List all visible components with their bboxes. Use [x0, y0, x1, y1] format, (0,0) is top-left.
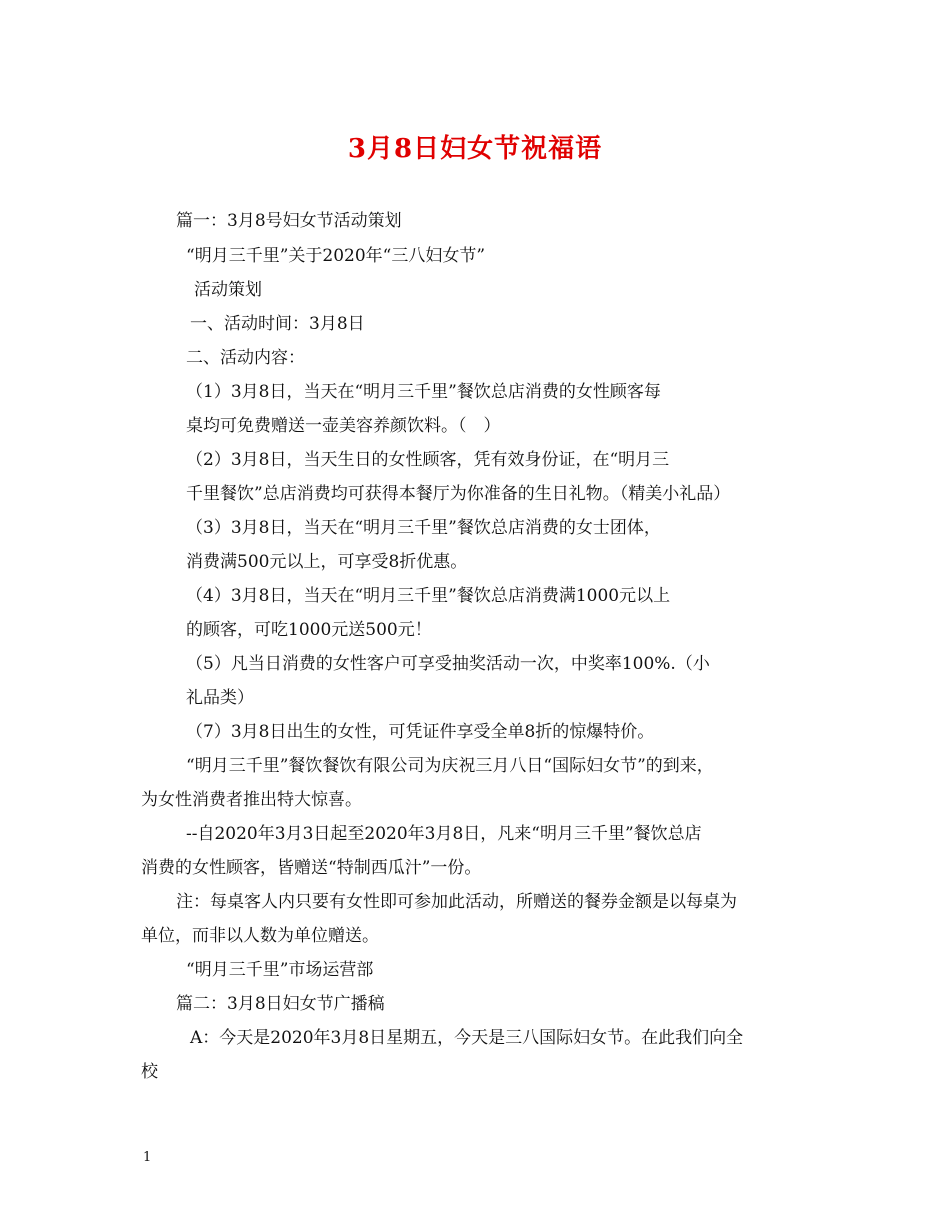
text-line: 桌均可免费赠送一壶美容养颜饮料。（ ） [186, 416, 501, 436]
text-line: 的顾客，可吃1000元送500元！ [186, 620, 432, 640]
text-line: 校 [141, 1062, 158, 1082]
text-line: 篇一：3月8号妇女节活动策划 [176, 211, 402, 231]
text-line: 单位，而非以人数为单位赠送。 [141, 926, 379, 946]
text-line: （7）3月8日出生的女性，可凭证件享受全单8折的惊爆特价。 [186, 722, 655, 742]
text-line: A：今天是2020年3月8日星期五，今天是三八国际妇女节。在此我们向全 [190, 1028, 744, 1048]
text-line: --自2020年3月3日起至2020年3月8日，凡来“明月三千里”餐饮总店 [186, 824, 702, 844]
text-line: “明月三千里”餐饮餐饮有限公司为庆祝三月八日“国际妇女节”的到来， [186, 756, 714, 776]
text-line: 消费的女性顾客，皆赠送“特制西瓜汁”一份。 [141, 858, 482, 878]
text-line: 一、活动时间：3月8日 [190, 314, 365, 334]
text-line: 礼品类） [186, 688, 254, 708]
text-line: （5）凡当日消费的女性客户可享受抽奖活动一次，中奖率100%.（小 [186, 654, 710, 674]
text-line: “明月三千里”市场运营部 [186, 960, 374, 980]
text-line: 活动策划 [194, 280, 262, 300]
text-line: （1）3月8日，当天在“明月三千里”餐饮总店消费的女性顾客每 [186, 382, 661, 402]
document-title: 3月8日妇女节祝福语 [347, 134, 603, 164]
text-line: 千里餐饮”总店消费均可获得本餐厅为你准备的生日礼物。（精美小礼品） [186, 484, 731, 504]
text-line: 篇二：3月8日妇女节广播稿 [176, 994, 385, 1014]
text-line: （4）3月8日，当天在“明月三千里”餐饮总店消费满1000元以上 [186, 586, 671, 606]
text-line: 为女性消费者推出特大惊喜。 [141, 790, 362, 810]
text-line: 注：每桌客人内只要有女性即可参加此活动，所赠送的餐券金额是以每桌为 [176, 892, 737, 912]
text-line: （2）3月8日，当天生日的女性顾客，凭有效身份证，在“明月三 [186, 450, 670, 470]
page-number: 1 [143, 1150, 152, 1165]
text-line: 二、活动内容： [186, 348, 305, 368]
text-line: （3）3月8日，当天在“明月三千里”餐饮总店消费的女士团体， [186, 518, 661, 538]
text-line: 消费满500元以上，可享受8折优惠。 [186, 552, 468, 572]
text-line: “明月三千里”关于2020年“三八妇女节” [186, 246, 486, 266]
